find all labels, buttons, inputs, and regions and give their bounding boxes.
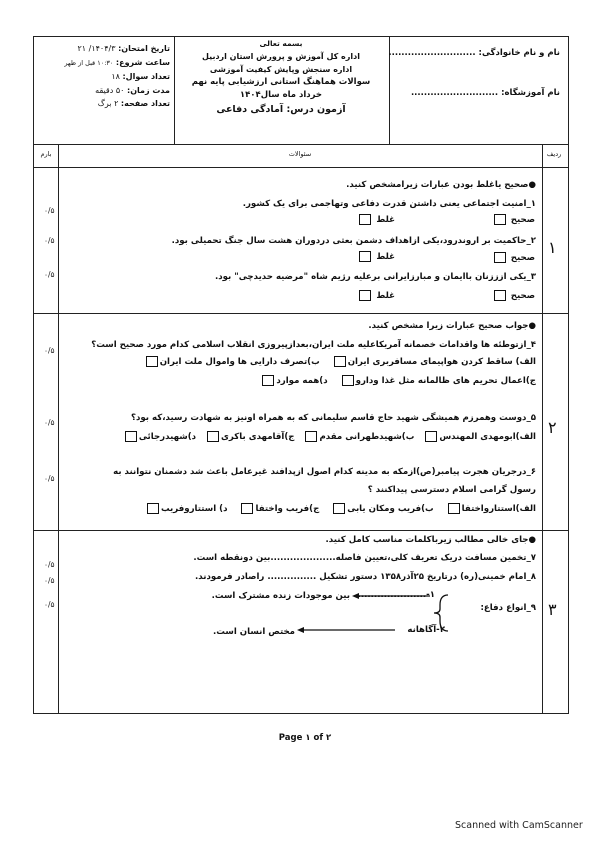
checkbox-true[interactable]	[494, 214, 506, 225]
question-1-text: ۱_امنیت اجتماعی یعنی داشتن قدرت دفاعی وتهاجمی برای یک کشور.	[242, 199, 536, 209]
question-6-text-line2: رسول گرامی اسلام دسترسی پیداکنند ؟	[367, 485, 536, 495]
section2-divider	[34, 530, 568, 531]
question-2-text: ۲_حاکمیت بر اروندرود،یکی ازاهداف دشمن بعثی دردوران هشت سال جنگ تحمیلی بود.	[171, 236, 536, 246]
scanner-watermark: Scanned with CamScanner	[455, 820, 583, 831]
question-1-score: ۰/۵	[44, 206, 55, 215]
row-number-2: ۲	[548, 418, 557, 437]
defense-type-1-desc: بین موجودات زنده مشترک است.	[211, 591, 350, 601]
page-number: Page ۱ of ۲	[278, 733, 332, 743]
question-1-false[interactable]: غلط	[300, 214, 395, 225]
defense-type-2: ۲-آگاهانه	[407, 625, 445, 635]
option-a[interactable]: الف) ساقط کردن هواپیمای مسافربری ایران	[332, 357, 536, 367]
exam-title: سوالات هماهنگ استانی ارزشیابی پایه نهم	[191, 77, 371, 87]
org-line-1: اداره کل آموزش و پرورش استان اردبیل	[202, 52, 360, 61]
question-9-score: ۰/۵	[44, 600, 55, 609]
question-5-score: ۰/۵	[44, 418, 55, 427]
question-2-true[interactable]: صحیح	[460, 252, 535, 263]
score-column-header: بارم	[40, 150, 52, 158]
questions-column-header: سئوالات	[288, 150, 312, 158]
checkbox-true[interactable]	[494, 252, 506, 263]
question-6-options	[60, 503, 536, 514]
question-8-text: ۸_امام خمینی(ره) درتاریخ ۲۵آذر۱۳۵۸ دستور تشکیل ............... راصادر فرمودند.	[195, 572, 536, 582]
header-divider	[34, 144, 568, 145]
exam-info-box	[40, 42, 170, 111]
option-b[interactable]: ب)شهیدطهرانی مقدم	[303, 432, 414, 442]
section3-instruction: ●جای خالی مطالب زیرباکلمات مناسب کامل کنید.	[325, 535, 536, 545]
checkbox-false[interactable]	[359, 290, 371, 301]
question-3-text: ۳_یکی ازززنان باایمان و مبارزایرانی برعلیه رژیم شاه "مرضیه حدیدچی" بود.	[214, 272, 536, 282]
row-column-header: ردیف	[546, 150, 562, 158]
question-2-score: ۰/۵	[44, 236, 55, 245]
question-7-score: ۰/۵	[44, 560, 55, 569]
option-b[interactable]: ب)فریب ومکان یابی	[331, 504, 433, 514]
section2-instruction: ●جواب صحیح عبارات زیرا مشخص کنید.	[368, 321, 536, 331]
row-column-line	[542, 144, 543, 713]
header-center	[174, 38, 388, 118]
option-d[interactable]: د) استتاروفریب	[145, 504, 228, 514]
arrow-2-head	[297, 627, 304, 633]
question-7-text: ۷_تخمین مسافت دریک تعریف کلی،تعیین فاصله....................بین دونقطه است.	[193, 553, 536, 563]
option-c[interactable]: ج)فریب واختفا	[239, 504, 319, 514]
question-4-text: ۴_ازتوطئه ها واقدامات خصمانه آمریکاعلیه ملت ایران،بعدازپیروزی انقلاب اسلامی کدام مورد صحیح است؟	[91, 340, 536, 350]
question-2-false[interactable]: غلط	[300, 251, 395, 262]
student-name-field[interactable]: نام و نام خانوادگی: ...........................	[388, 48, 560, 58]
info-question-count: تعداد سوال: ۱۸	[111, 72, 170, 81]
info-duration: مدت زمان: ۵۰ دقیقه	[95, 85, 170, 95]
question-4-options-row1	[60, 356, 536, 367]
defense-type-1-blank[interactable]: ۱-......................	[354, 590, 435, 600]
option-b[interactable]: ب)تصرف دارایی ها واموال ملت ایران	[144, 357, 320, 367]
info-date: تاریخ امتحان: ۱۴۰۴/۳/ ۲۱	[77, 44, 170, 53]
option-c[interactable]: ج)آقامهدی باکری	[205, 432, 294, 442]
question-4-score: ۰/۵	[44, 346, 55, 355]
school-name-field[interactable]: نام آموزشگاه: ...........................	[410, 88, 560, 98]
info-page-count: تعداد صفحه: ۲ برگ	[97, 99, 170, 108]
row-number-3: ۳	[548, 600, 557, 619]
bismillah: بسمه تعالی	[259, 39, 303, 48]
org-line-2: اداره سنجش وپایش کیفیت آموزشی	[209, 65, 353, 74]
question-5-options	[60, 431, 536, 442]
option-c[interactable]: ج)اعمال تحریم های ظالمانه مثل غذا ودارو	[340, 376, 536, 386]
column-header-divider	[34, 167, 568, 168]
question-9-label: ۹_انواع دفاع:	[480, 603, 536, 613]
option-a[interactable]: الف)استتارواختفا	[446, 504, 536, 514]
question-3-true[interactable]: صحیح	[460, 290, 535, 301]
section1-instruction: ●صحیح یاغلط بودن عبارات زیرامشخص کنید.	[346, 180, 536, 190]
question-3-score: ۰/۵	[44, 270, 55, 279]
section1-divider	[34, 313, 568, 314]
question-8-score: ۰/۵	[44, 576, 55, 585]
score-column-line	[58, 144, 59, 713]
option-a[interactable]: الف)ابومهدی المهندس	[423, 432, 536, 442]
question-3-false[interactable]: غلط	[300, 290, 395, 301]
subject-line: آزمون درس: آمادگی دفاعی	[216, 104, 346, 115]
question-1-true[interactable]: صحیح	[460, 214, 535, 225]
option-d[interactable]: د)شهیدرجائی	[123, 432, 196, 442]
question-6-score: ۰/۵	[44, 474, 55, 483]
question-6-text-line1: ۶_درجریان هجرت پیامبر(ص)ازمکه به مدینه کدام اصول ازپدافند غیرعامل باعث شد دشمنان نتوانند به	[113, 467, 536, 477]
defense-type-2-desc: مختص انسان است.	[213, 627, 295, 637]
checkbox-false[interactable]	[359, 214, 371, 225]
question-4-options-row2	[60, 375, 536, 386]
exam-month: خرداد ماه سال۱۴۰۴	[239, 90, 323, 100]
row-number-1: ۱	[548, 238, 557, 257]
question-5-text: ۵_دوست وهمرزم همیشگی شهید حاج قاسم سلیمانی که به همراه اونیز به شهادت رسید،که بود؟	[131, 413, 536, 423]
info-start-time: ساعت شروع: ۱۰:۳۰ قبل از ظهر	[64, 57, 170, 67]
checkbox-true[interactable]	[494, 290, 506, 301]
option-d[interactable]: د)همه موارد	[260, 376, 327, 386]
checkbox-false[interactable]	[359, 251, 371, 262]
